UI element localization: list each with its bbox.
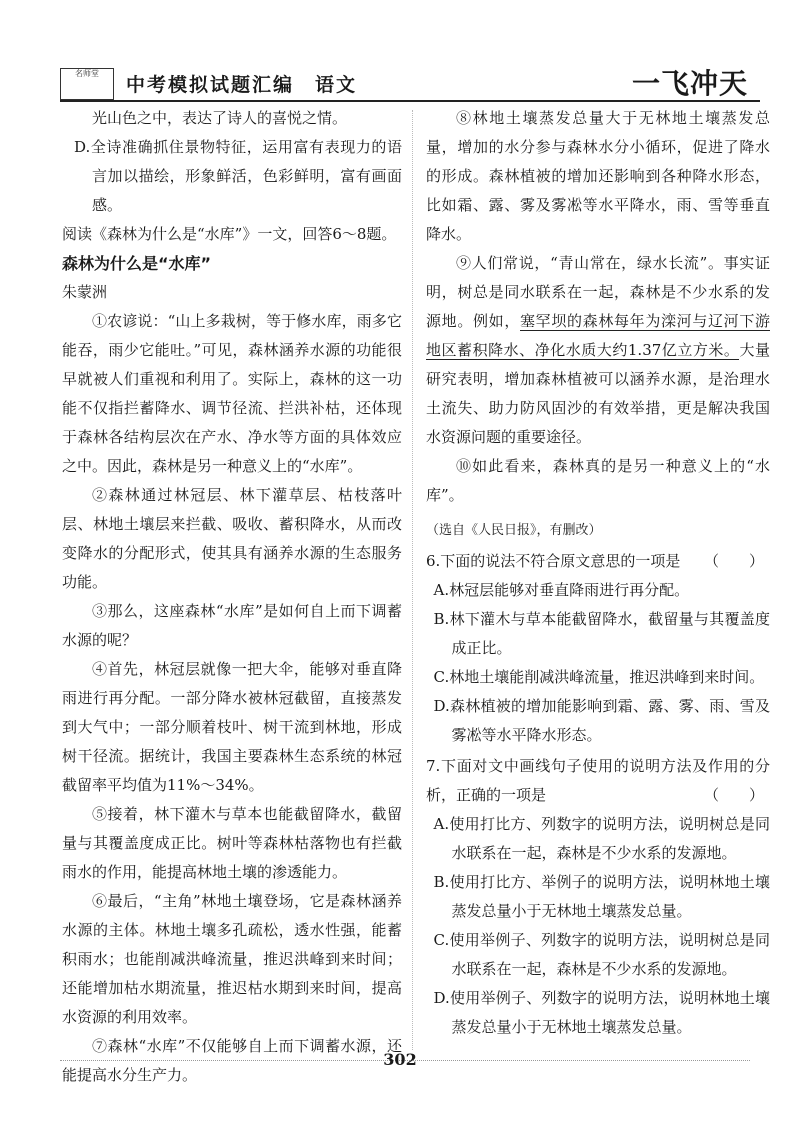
paragraph-3: ③那么，这座森林“水库”是如何自上而下调蓄水源的呢？ [62, 602, 402, 649]
q6-option-d: D.森林植被的增加能影响到霜、露、雾、雨、雪及雾凇等水平降水形态。 [433, 697, 770, 744]
q7-option-c: C.使用举例子、列数字的说明方法，说明树总是同水联系在一起，森林是不少水系的发源地。 [433, 931, 770, 978]
paragraph-4: ④首先，林冠层就像一把大伞，能够对垂直降雨进行再分配。一部分降水被林冠截留，直接蒸发到大气中；一部分顺着枝叶、树干流到林地，形成树干径流。据统计，我国主要森林生态系统的林冠截留率平均值为11%～34%。 [62, 660, 402, 794]
paragraph-2: ②森林通过林冠层、林下灌草层、枯枝落叶层、林地土壤层来拦截、吸收、蓄积降水，从而改变降水的分配形式，使其具有涵养水源的生态服务功能。 [62, 486, 402, 591]
article-source: （选自《人民日报》，有删改） [426, 523, 602, 538]
answer-bracket-6: （ ） [703, 552, 764, 570]
paragraph-9-start: ⑨人们常说，“青山常在，绿水长流”。事实证明，树总是同水联系在一起，森林是不少水系的发源地。例如， [426, 254, 770, 330]
page-header [60, 62, 760, 102]
q7-option-d: D.使用举例子、列数字的说明方法，说明林地土壤蒸发总量小于无林地土壤蒸发总量。 [433, 989, 770, 1036]
q6-option-a: A.林冠层能够对垂直降雨进行再分配。 [433, 581, 690, 599]
article-title: 森林为什么是“水库” [62, 254, 212, 273]
article-author: 朱蒙洲 [62, 283, 108, 301]
question-6 [426, 547, 770, 576]
q7-option-b: B.使用打比方、举例子的说明方法，说明林地土壤蒸发总量小于无林地土壤蒸发总量。 [433, 873, 770, 920]
series-logo: 名师堂 [60, 68, 114, 100]
header-rule [60, 100, 760, 102]
book-title: 中考模拟试题汇编 语文 [126, 74, 358, 96]
paragraph-9 [426, 249, 770, 452]
answer-bracket-7: （ ） [703, 786, 764, 804]
paragraph-6: ⑥最后，“主角”林地土壤登场，它是森林涵养水源的主体。林地土壤多孔疏松，透水性强，能蓄积雨水；也能削减洪峰流量，推迟洪峰到来时间；还能增加枯水期流量，推迟枯水期到来时间，提高水资源的利用效率。 [62, 892, 402, 1026]
option-d-previous: D.全诗准确抓住景物特征，运用富有表现力的语言加以描绘，形象鲜活，色彩鲜明，富有画面感。 [74, 138, 402, 214]
q7-option-a: A.使用打比方、列数字的说明方法，说明树总是同水联系在一起，森林是不少水系的发源地。 [433, 815, 770, 862]
paragraph-7: ⑦森林“水库”不仅能够自上而下调蓄水源，还能提高水分生产力。 [62, 1037, 402, 1084]
paragraph-8: ⑧林地土壤蒸发总量大于无林地土壤蒸发总量，增加的水分参与森林水分小循环，促进了降水的形成。森林植被的增加还影响到各种降水形态，比如霜、露、雾及雾凇等水平降水，雨、雪等垂直降水。 [426, 109, 770, 243]
question-6-stem: 6.下面的说法不符合原文意思的一项是 [426, 552, 681, 570]
brand-logo: 一飞冲天 [631, 67, 748, 100]
paragraph-10: ⑩如此看来，森林真的是另一种意义上的“水库”。 [426, 457, 770, 504]
paragraph-9-end: 大量研究表明，增加森林植被可以涵养水源，是治理水土流失、助力防风固沙的有效举措，更是解决我国水资源问题的重要途径。 [426, 341, 770, 446]
reading-instruction: 阅读《森林为什么是“水库”》一文，回答6～8题。 [62, 225, 397, 243]
paragraph-1: ①农谚说：“山上多栽树，等于修水库，雨多它能吞，雨少它能吐。”可见，森林涵养水源的功能很早就被人们重视和利用了。实际上，森林的这一功能不仅指拦蓄降水、调节径流、拦洪补枯，还体现于森林各结构层次在产水、净水等方面的具体效应之中。因此，森林是另一种意义上的“水库”。 [62, 312, 402, 475]
continued-line: 光山色之中，表达了诗人的喜悦之情。 [92, 109, 348, 127]
question-7 [426, 752, 770, 810]
q6-option-c: C.林地土壤能削减洪峰流量，推迟洪峰到来时间。 [433, 668, 765, 686]
paragraph-5: ⑤接着，林下灌木与草本也能截留降水，截留量与其覆盖度成正比。树叶等森林枯落物也有拦截雨水的作用，能提高林地土壤的渗透能力。 [62, 805, 402, 881]
column-divider [412, 110, 413, 1050]
page-number: 302 [383, 1050, 417, 1069]
q6-option-b: B.林下灌木与草本能截留降水，截留量与其覆盖度成正比。 [433, 610, 770, 657]
question-7-stem: 7.下面对文中画线句子使用的说明方法及作用的分析，正确的一项是 [426, 757, 770, 804]
right-column [426, 104, 770, 1042]
left-column [62, 104, 402, 1090]
underlined-sentence: 塞罕坝的森林每年为滦河与辽河下游地区蓄积降水、净化水质大约1.37亿立方米。 [426, 312, 770, 359]
